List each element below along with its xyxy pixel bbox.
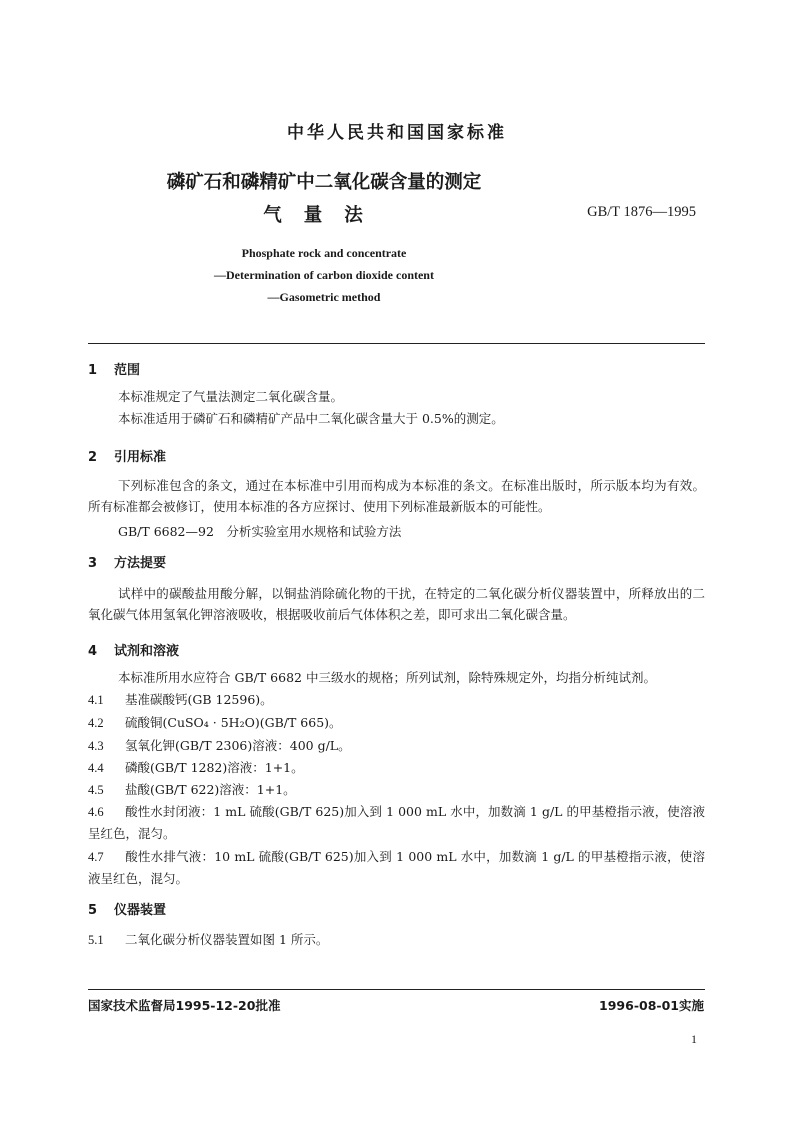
standard-code: GB/T 1876—1995 [587,204,696,220]
header-divider [88,343,705,344]
section-1-paragraph-1: 本标准规定了气量法测定二氧化碳含量。 [118,389,344,404]
title-en-line-3: —Gasometric method [267,290,381,304]
document-title-cn: 磷矿石和磷精矿中二氧化碳含量的测定 [166,172,482,193]
item-number: 4.4 [88,761,104,775]
page-number: 1 [691,1032,697,1046]
document-subtitle-cn: 气量法 [263,205,385,226]
section-3-paragraph-1: 试样中的碳酸盐用酸分解，以铜盐消除硫化物的干扰，在特定的二氧化碳分析仪器装置中，所释放出的二氧化碳气体用氢氧化钾溶液吸收，根据吸收前后气体体积之差，即可求出二氧化碳含量。 [88,586,705,622]
list-item [88,780,705,798]
section-3-heading [88,552,166,571]
section-3-title: 方法提要 [114,556,167,571]
footer-divider [88,989,705,990]
item-number: 4.3 [88,739,104,753]
list-item [88,736,705,754]
section-5-number: 5 [88,903,98,918]
item-text: 二氧化碳分析仪器装置如图 1 所示。 [125,932,329,947]
section-1-heading [88,359,140,378]
item-text: 酸性水封闭液：1 mL 硫酸(GB/T 625)加入到 1 000 mL 水中，加数滴 1 g/L 的甲基橙指示液，使溶液呈红色，混匀。 [88,804,705,841]
list-item [88,690,705,708]
item-number: 4.6 [88,805,104,819]
section-1-number: 1 [88,363,98,378]
national-standard-heading: 中华人民共和国国家标准 [287,123,507,143]
section-2-paragraph-1: 下列标准包含的条文，通过在本标准中引用而构成为本标准的条文。在标准出版时，所示版本均为有效。所有标准都会被修订，使用本标准的各方应探讨、使用下列标准最新版本的可能性。 [88,478,705,514]
item-number: 4.2 [88,716,104,730]
section-1-title: 范围 [114,363,141,378]
item-text: 磷酸(GB/T 1282)溶液：1+1。 [125,760,304,775]
item-text: 氢氧化钾(GB/T 2306)溶液：400 g/L。 [125,738,351,753]
section-1-paragraph-2: 本标准适用于磷矿石和磷精矿产品中二氧化碳含量大于 0.5%的测定。 [118,411,504,426]
item-number: 4.7 [88,850,104,864]
section-3-number: 3 [88,556,98,571]
section-5-title: 仪器装置 [114,903,167,918]
list-item [88,801,705,844]
list-item [88,758,705,776]
section-4-title: 试剂和溶液 [114,644,180,659]
implementation-date: 1996-08-01实施 [599,998,704,1013]
list-item [88,713,705,731]
section-2-heading [88,446,166,465]
section-2-title: 引用标准 [114,450,167,465]
section-2-number: 2 [88,450,98,465]
list-item [88,846,705,889]
section-4-number: 4 [88,644,98,659]
item-number: 5.1 [88,933,104,947]
item-text: 盐酸(GB/T 622)溶液：1+1。 [125,782,296,797]
section-2-reference: GB/T 6682—92 分析实验室用水规格和试验方法 [118,524,402,539]
list-item [88,930,705,948]
section-5-heading [88,899,166,918]
title-en-line-1: Phosphate rock and concentrate [241,246,407,260]
approval-note: 国家技术监督局1995-12-20批准 [88,998,281,1013]
item-text: 酸性水排气液：10 mL 硫酸(GB/T 625)加入到 1 000 mL 水中，加数滴 1 g/L 的甲基橙指示液，使溶液呈红色，混匀。 [88,849,705,886]
section-4-intro: 本标准所用水应符合 GB/T 6682 中三级水的规格；所列试剂，除特殊规定外，均指分析纯试剂。 [118,670,656,685]
section-4-heading [88,640,179,659]
item-text: 基准碳酸钙(GB 12596)。 [125,692,273,707]
item-number: 4.1 [88,693,104,707]
item-number: 4.5 [88,783,104,797]
title-en-line-2: —Determination of carbon dioxide content [214,268,434,282]
item-text: 硫酸铜(CuSO₄ · 5H₂O)(GB/T 665)。 [125,715,342,730]
